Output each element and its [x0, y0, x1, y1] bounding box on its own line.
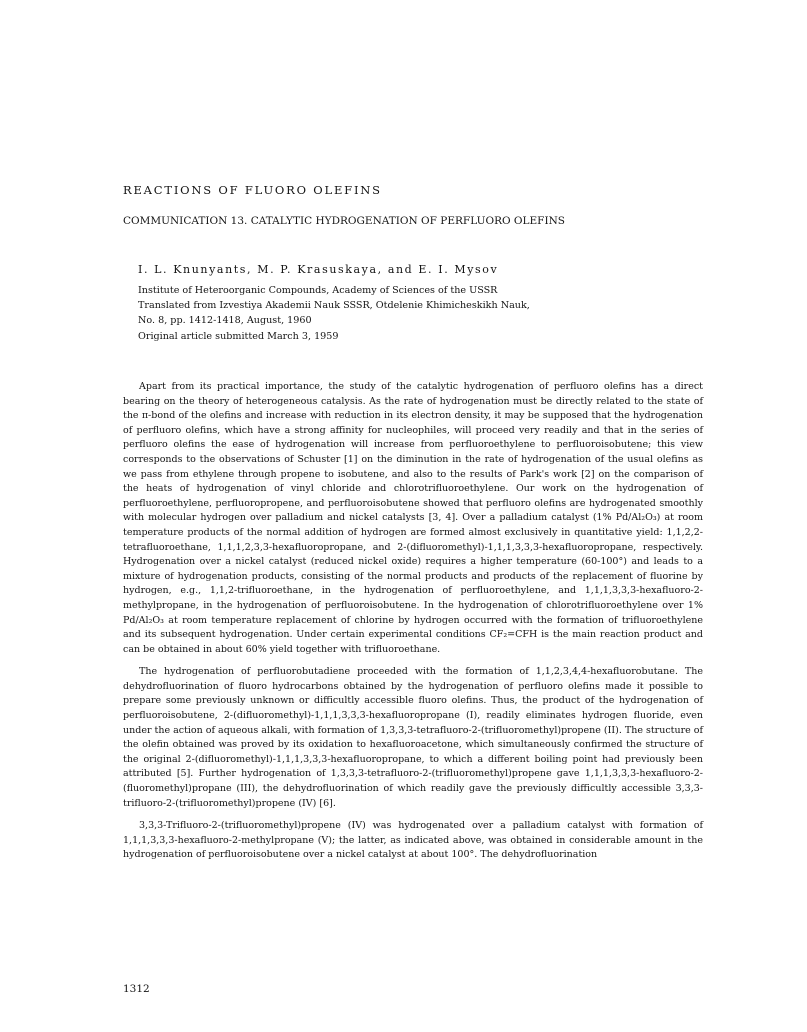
affiliation-block [138, 283, 530, 344]
translation-source-line: Translated from Izvestiya Akademii Nauk SSSR, Otdelenie Khimicheskikh Nauk, [138, 300, 530, 312]
communication-title: COMMUNICATION 13. CATALYTIC HYDROGENATION OF PERFLUORO OLEFINS [123, 215, 565, 227]
body-paragraph-1: Apart from its practical importance, the study of the catalytic hydrogenation of perfluoro olefins has a direct bearing on the theory of heterogeneous catalysis. As the rate of hydrogenation must be directly related to the state of the π-bond of the olefins and increase with reduction in its electron density, it may be supposed that the hydrogenation of perfluoro olefins, which have a strong affinity for nucleophiles, will proceed very readily and that in the series of perfluoro olefins the ease of hydrogenation will increase from perfluoroethylene to perfluoroisobutene; this view corresponds to the observations of Schuster [1] on the diminution in the rate of hydrogenation of the usual olefins as we pass from ethylene through propene to isobutene, and also to the results of Park's work [2] on the comparison of the heats of hydrogenation of vinyl chloride and chlorotrifluoroethylene. Our work on the hydrogenation of perfluoroethylene, perfluoropropene, and perfluoroisobutene showed that perfluoro olefins are hydrogenated smoothly with molecular hydrogen over palladium and nickel catalysts [3, 4]. Over a palladium catalyst (1% Pd/Al₂O₃) at room temperature products of the normal addition of hydrogen are formed almost exclusively in quantitative yield: 1,1,2,2-tetrafluoroethane, 1,1,1,2,3,3-hexafluoropropane, and 2-(difluoromethyl)-1,1,1,3,3,3-hexafluoropropane, respectively. Hydrogenation over a nickel catalyst (reduced nickel oxide) requires a higher temperature (60-100°) and leads to a mixture of hydrogenation products, consisting of the normal products and products of the replacement of fluorine by hydrogen, e.g., 1,1,2-trifluoroethane, in the hydrogenation of perfluoroethylene, and 1,1,1,3,3,3-hexafluoro-2-methylpropane, in the hydrogenation of perfluoroisobutene. In the hydrogenation of chlorotrifluoroethylene over 1% Pd/Al₂O₃ at room temperature replacement of chlorine by hydrogen occurred with the formation of trifluoroethylene and its subsequent hydrogenation. Under certain experimental conditions CF₂=CFH is the main reaction product and can be obtained in about 60% yield together with trifluoroethane. [123, 381, 703, 655]
body-paragraph-2: The hydrogenation of perfluorobutadiene proceeded with the formation of 1,1,2,3,4,4-hexafluorobutane. The dehydrofluorination of fluoro hydrocarbons obtained by the hydrogenation of perfluoro olefins made it possible to prepare some previously unknown or difficultly accessible fluoro olefins. Thus, the product of the hydrogenation of perfluoroisobutene, 2-(difluoromethyl)-1,1,1,3,3,3-hexafluoropropane (I), readily eliminates hydrogen fluoride, even under the action of aqueous alkali, with formation of 1,3,3,3-tetrafluoro-2-(trifluoromethyl)propene (II). The structure of the olefin obtained was proved by its oxidation to hexafluoroacetone, which simultaneously confirmed the structure of the original 2-(difluoromethyl)-1,1,1,3,3,3-hexafluoropropane, to which a different boiling point had previously been attributed [5]. Further hydrogenation of 1,3,3,3-tetrafluoro-2-(trifluoromethyl)propene gave 1,1,1,3,3,3-hexafluoro-2-(fluoromethyl)propane (III), the dehydrofluorination of which readily gave the previously difficultly accessible 3,3,3-trifluoro-2-(trifluoromethyl)propene (IV) [6]. [123, 666, 703, 809]
page-number: 1312 [123, 983, 150, 995]
article-body [123, 380, 703, 871]
body-paragraph-3: 3,3,3-Trifluoro-2-(trifluoromethyl)propene (IV) was hydrogenated over a palladium catalyst with formation of 1,1,1,3,3,3-hexafluoro-2-methylpropane (V); the latter, as indicated above, was obtained in considerable amount in the hydrogenation of perfluoroisobutene over a nickel catalyst at about 100°. The dehydrofluorination [123, 820, 703, 861]
series-title: REACTIONS OF FLUORO OLEFINS [123, 183, 382, 197]
institute-line: Institute of Heteroorganic Compounds, Academy of Sciences of the USSR [138, 285, 498, 296]
authors-line: I. L. Knunyants, M. P. Krasuskaya, and E. I. Mysov [138, 263, 499, 276]
issue-line: No. 8, pp. 1412-1418, August, 1960 [138, 315, 312, 327]
submission-date-line: Original article submitted March 3, 1959 [138, 330, 339, 342]
